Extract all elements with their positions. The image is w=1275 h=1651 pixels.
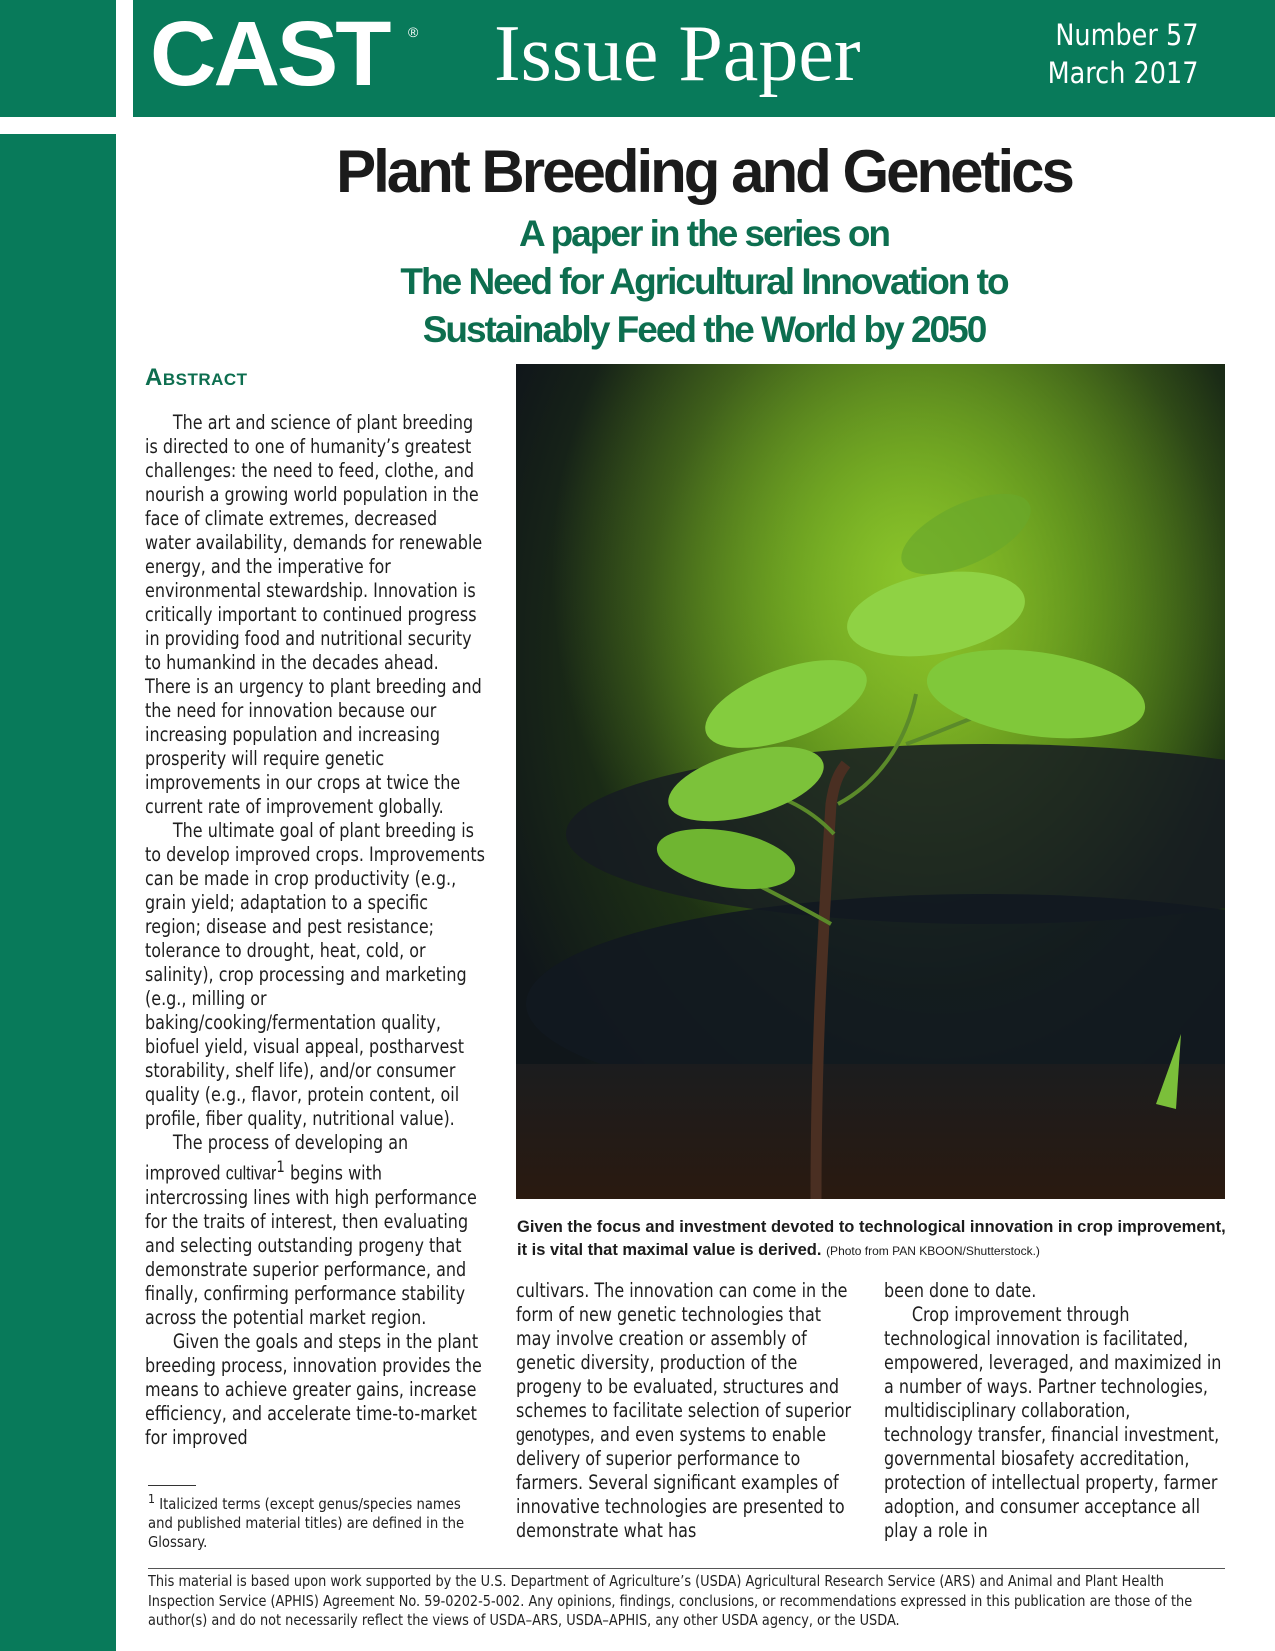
subtitle-line: A paper in the series on	[518, 213, 890, 254]
issue-number: Number 57	[1054, 18, 1198, 52]
cast-logo: CAST	[150, 3, 389, 105]
photo-credit: (Photo from PAN KBOON/Shutterstock.)	[826, 1244, 1040, 1258]
subtitle-line: Sustainably Feed the World by 2050	[422, 309, 986, 350]
abstract-paragraph: The art and science of plant breeding is directed to one of humanity’s greatest challenges: the need to feed, clothe, and nourish a growing world population in the face of climate extremes, decreased water availability, demands for renewable energy, and the imperative for environmental stewardship. Innovation is critically important to continued progress in providing food and nutritional security to humankind in the decades ahead. There is an urgency to plant breeding and the need for innovation because our increasing population and increasing prosperity will require genetic improvements in our crops at twice the current rate of improvement globally.	[145, 411, 483, 818]
issue-info	[1047, 16, 1198, 92]
glossary-term[interactable]: cultivar	[225, 1162, 277, 1185]
series-subtitle	[133, 210, 1275, 354]
footnote-divider	[148, 1485, 196, 1486]
funding-note: This material is based upon work supported by the U.S. Department of Agriculture’s (USDA) Agricultural Research Service (ARS) and Animal and Plant Health Inspection Service (APHIS) Agreement No. 59-0202-5-002. Any opinions, findings, conclusions, or recommendations expressed in this publication are those of the author(s) and do not necessarily reflect the views of USDA–ARS, USDA–APHIS, any other USDA agency, or the USDA.	[148, 1572, 1193, 1629]
registered-mark: ®	[408, 24, 419, 40]
sidebar-top-bar	[0, 0, 116, 117]
abstract-heading: Abstract	[145, 364, 248, 391]
body-column-3	[884, 1279, 1223, 1543]
body-column-2	[516, 1279, 855, 1543]
photo-caption	[517, 1216, 1237, 1263]
seedling-illustration	[516, 364, 1225, 1199]
glossary-term[interactable]: genotypes	[516, 1424, 590, 1446]
body-paragraph: been done to date.	[884, 1279, 1037, 1302]
publication-title: Issue Paper	[494, 10, 861, 98]
issue-date: March 2017	[1047, 56, 1198, 90]
footnote-ref: 1	[276, 1157, 285, 1176]
body-paragraph: cultivars. The innovation can come in the form of new genetic technologies that may involve creation or assembly of genetic diversity, production of the progeny to be evaluated, structures and schemes to facilitate selection of superior genotypes, and even systems to enable delivery of superior performance to farmers. Several significant examples of innovative technologies are presented to demonstrate what has	[516, 1279, 852, 1542]
seedling-photo	[516, 364, 1225, 1199]
subtitle-line: The Need for Agricultural Innovation to	[400, 261, 1008, 302]
abstract-paragraph: The process of developing an improved cultivar$^1$ begins with intercrossing lines with high performance for the traits of interest, then evaluating and selecting outstanding progeny that demonstrate superior performance, and finally, confirming performance stability across the potential market region.	[145, 1131, 477, 1329]
body-paragraph: Crop improvement through technological innovation is facilitated, empowered, leveraged, and maximized in a number of ways. Partner technologies, multidisciplinary collaboration, technology transfer, financial investment, governmental biosafety accreditation, protection of intellectual property, farmer adoption, and consumer acceptance all play a role in	[884, 1303, 1222, 1542]
page-title: Plant Breeding and Genetics	[336, 138, 1072, 205]
abstract-paragraph: Given the goals and steps in the plant breeding process, innovation provides the means to achieve greater gains, increase efficiency, and accelerate time-to-market for improved	[145, 1329, 482, 1449]
abstract-column-1	[145, 411, 485, 1450]
footnote: $^1$ Italicized terms (except genus/species names and published material titles) are defined in the Glossary.	[148, 1491, 465, 1551]
abstract-paragraph: The ultimate goal of plant breeding is to develop improved crops. Improvements can be made in crop productivity (e.g., grain yield; adaptation to a specific region; disease and pest resistance; tolerance to drought, heat, cold, or salinity), crop processing and marketing (e.g., milling or baking/cooking/fermentation quality, biofuel yield, visual appeal, postharvest storability, shelf life), and/or consumer quality (e.g., flavor, protein content, oil profile, fiber quality, nutritional value).	[145, 819, 485, 1130]
sidebar-band	[0, 134, 116, 1651]
caption-text: Given the focus and investment devoted to technological innovation in crop improvement, it is vital that maximal value is derived.	[517, 1218, 1226, 1259]
bottom-divider	[148, 1568, 1225, 1569]
